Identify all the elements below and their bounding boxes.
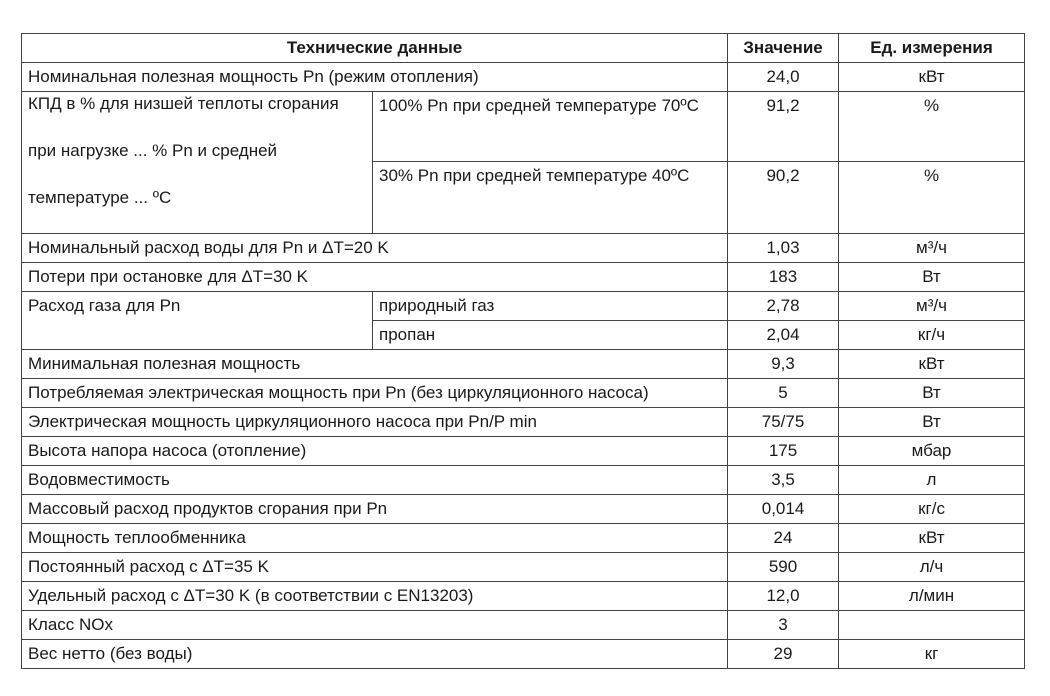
row-label: Минимальная полезная мощность — [22, 350, 728, 379]
table-row — [22, 350, 1025, 379]
row-value: 75/75 — [728, 408, 839, 437]
row-unit: л — [839, 466, 1025, 495]
row-unit: Вт — [839, 379, 1025, 408]
kpd-label-line: КПД в % для низшей теплоты сгорания — [28, 94, 339, 113]
row-sublabel: пропан — [373, 321, 728, 350]
gas-label: Расход газа для Pn — [22, 292, 373, 350]
row-label: Электрическая мощность циркуляционного насоса при Pn/P min — [22, 408, 728, 437]
row-unit: Вт — [839, 263, 1025, 292]
table-row — [22, 466, 1025, 495]
header-value: Значение — [728, 34, 839, 63]
row-label: Номинальный расход воды для Pn и ΔT=20 K — [22, 234, 728, 263]
table-header-row — [22, 34, 1025, 63]
row-sublabel: 100% Pn при средней температуре 70ºC — [373, 92, 728, 162]
row-label: Номинальная полезная мощность Pn (режим отопления) — [22, 63, 728, 92]
row-unit: кг — [839, 640, 1025, 669]
row-value: 0,014 — [728, 495, 839, 524]
header-unit: Ед. измерения — [839, 34, 1025, 63]
table-row — [22, 582, 1025, 611]
row-unit: кВт — [839, 63, 1025, 92]
row-label: Мощность теплообменника — [22, 524, 728, 553]
kpd-label-line: при нагрузке ... % Pn и средней — [28, 141, 278, 160]
table-row — [22, 63, 1025, 92]
table-row — [22, 437, 1025, 466]
row-value: 175 — [728, 437, 839, 466]
row-unit: м³/ч — [839, 234, 1025, 263]
row-unit: л/ч — [839, 553, 1025, 582]
kpd-label — [22, 92, 373, 234]
row-value: 91,2 — [728, 92, 839, 162]
row-sublabel: природный газ — [373, 292, 728, 321]
table-row — [22, 495, 1025, 524]
row-value: 5 — [728, 379, 839, 408]
table-row — [22, 263, 1025, 292]
header-technical-data: Технические данные — [22, 34, 728, 63]
row-unit: м³/ч — [839, 292, 1025, 321]
row-unit: % — [839, 92, 1025, 162]
row-unit: л/мин — [839, 582, 1025, 611]
row-unit: кВт — [839, 350, 1025, 379]
row-value: 9,3 — [728, 350, 839, 379]
row-unit: кг/ч — [839, 321, 1025, 350]
row-value: 3 — [728, 611, 839, 640]
table-row — [22, 234, 1025, 263]
row-label: Вес нетто (без воды) — [22, 640, 728, 669]
row-label: Массовый расход продуктов сгорания при Pn — [22, 495, 728, 524]
table-row — [22, 611, 1025, 640]
row-value: 2,04 — [728, 321, 839, 350]
table-row — [22, 553, 1025, 582]
table-row — [22, 292, 1025, 321]
table-row — [22, 640, 1025, 669]
row-label: Водовместимость — [22, 466, 728, 495]
row-unit: кВт — [839, 524, 1025, 553]
row-unit: кг/с — [839, 495, 1025, 524]
row-value: 90,2 — [728, 162, 839, 234]
row-value: 24 — [728, 524, 839, 553]
row-label: Потребляемая электрическая мощность при Pn (без циркуляционного насоса) — [22, 379, 728, 408]
row-label: Удельный расход с ΔT=30 K (в соответствии с EN13203) — [22, 582, 728, 611]
table-row — [22, 92, 1025, 162]
row-label: Класс NOx — [22, 611, 728, 640]
row-sublabel: 30% Pn при средней температуре 40ºC — [373, 162, 728, 234]
table-row — [22, 408, 1025, 437]
row-value: 1,03 — [728, 234, 839, 263]
kpd-label-line: температуре ... ºC — [28, 188, 172, 207]
row-unit: мбар — [839, 437, 1025, 466]
row-label: Высота напора насоса (отопление) — [22, 437, 728, 466]
row-value: 183 — [728, 263, 839, 292]
row-value: 2,78 — [728, 292, 839, 321]
technical-data-table — [21, 33, 1025, 669]
row-value: 29 — [728, 640, 839, 669]
row-value: 3,5 — [728, 466, 839, 495]
row-value: 12,0 — [728, 582, 839, 611]
row-label: Постоянный расход с ΔT=35 K — [22, 553, 728, 582]
row-unit — [839, 611, 1025, 640]
table-row — [22, 524, 1025, 553]
row-unit: Вт — [839, 408, 1025, 437]
row-unit: % — [839, 162, 1025, 234]
row-value: 24,0 — [728, 63, 839, 92]
row-value: 590 — [728, 553, 839, 582]
row-label: Потери при остановке для ΔT=30 K — [22, 263, 728, 292]
table-row — [22, 379, 1025, 408]
